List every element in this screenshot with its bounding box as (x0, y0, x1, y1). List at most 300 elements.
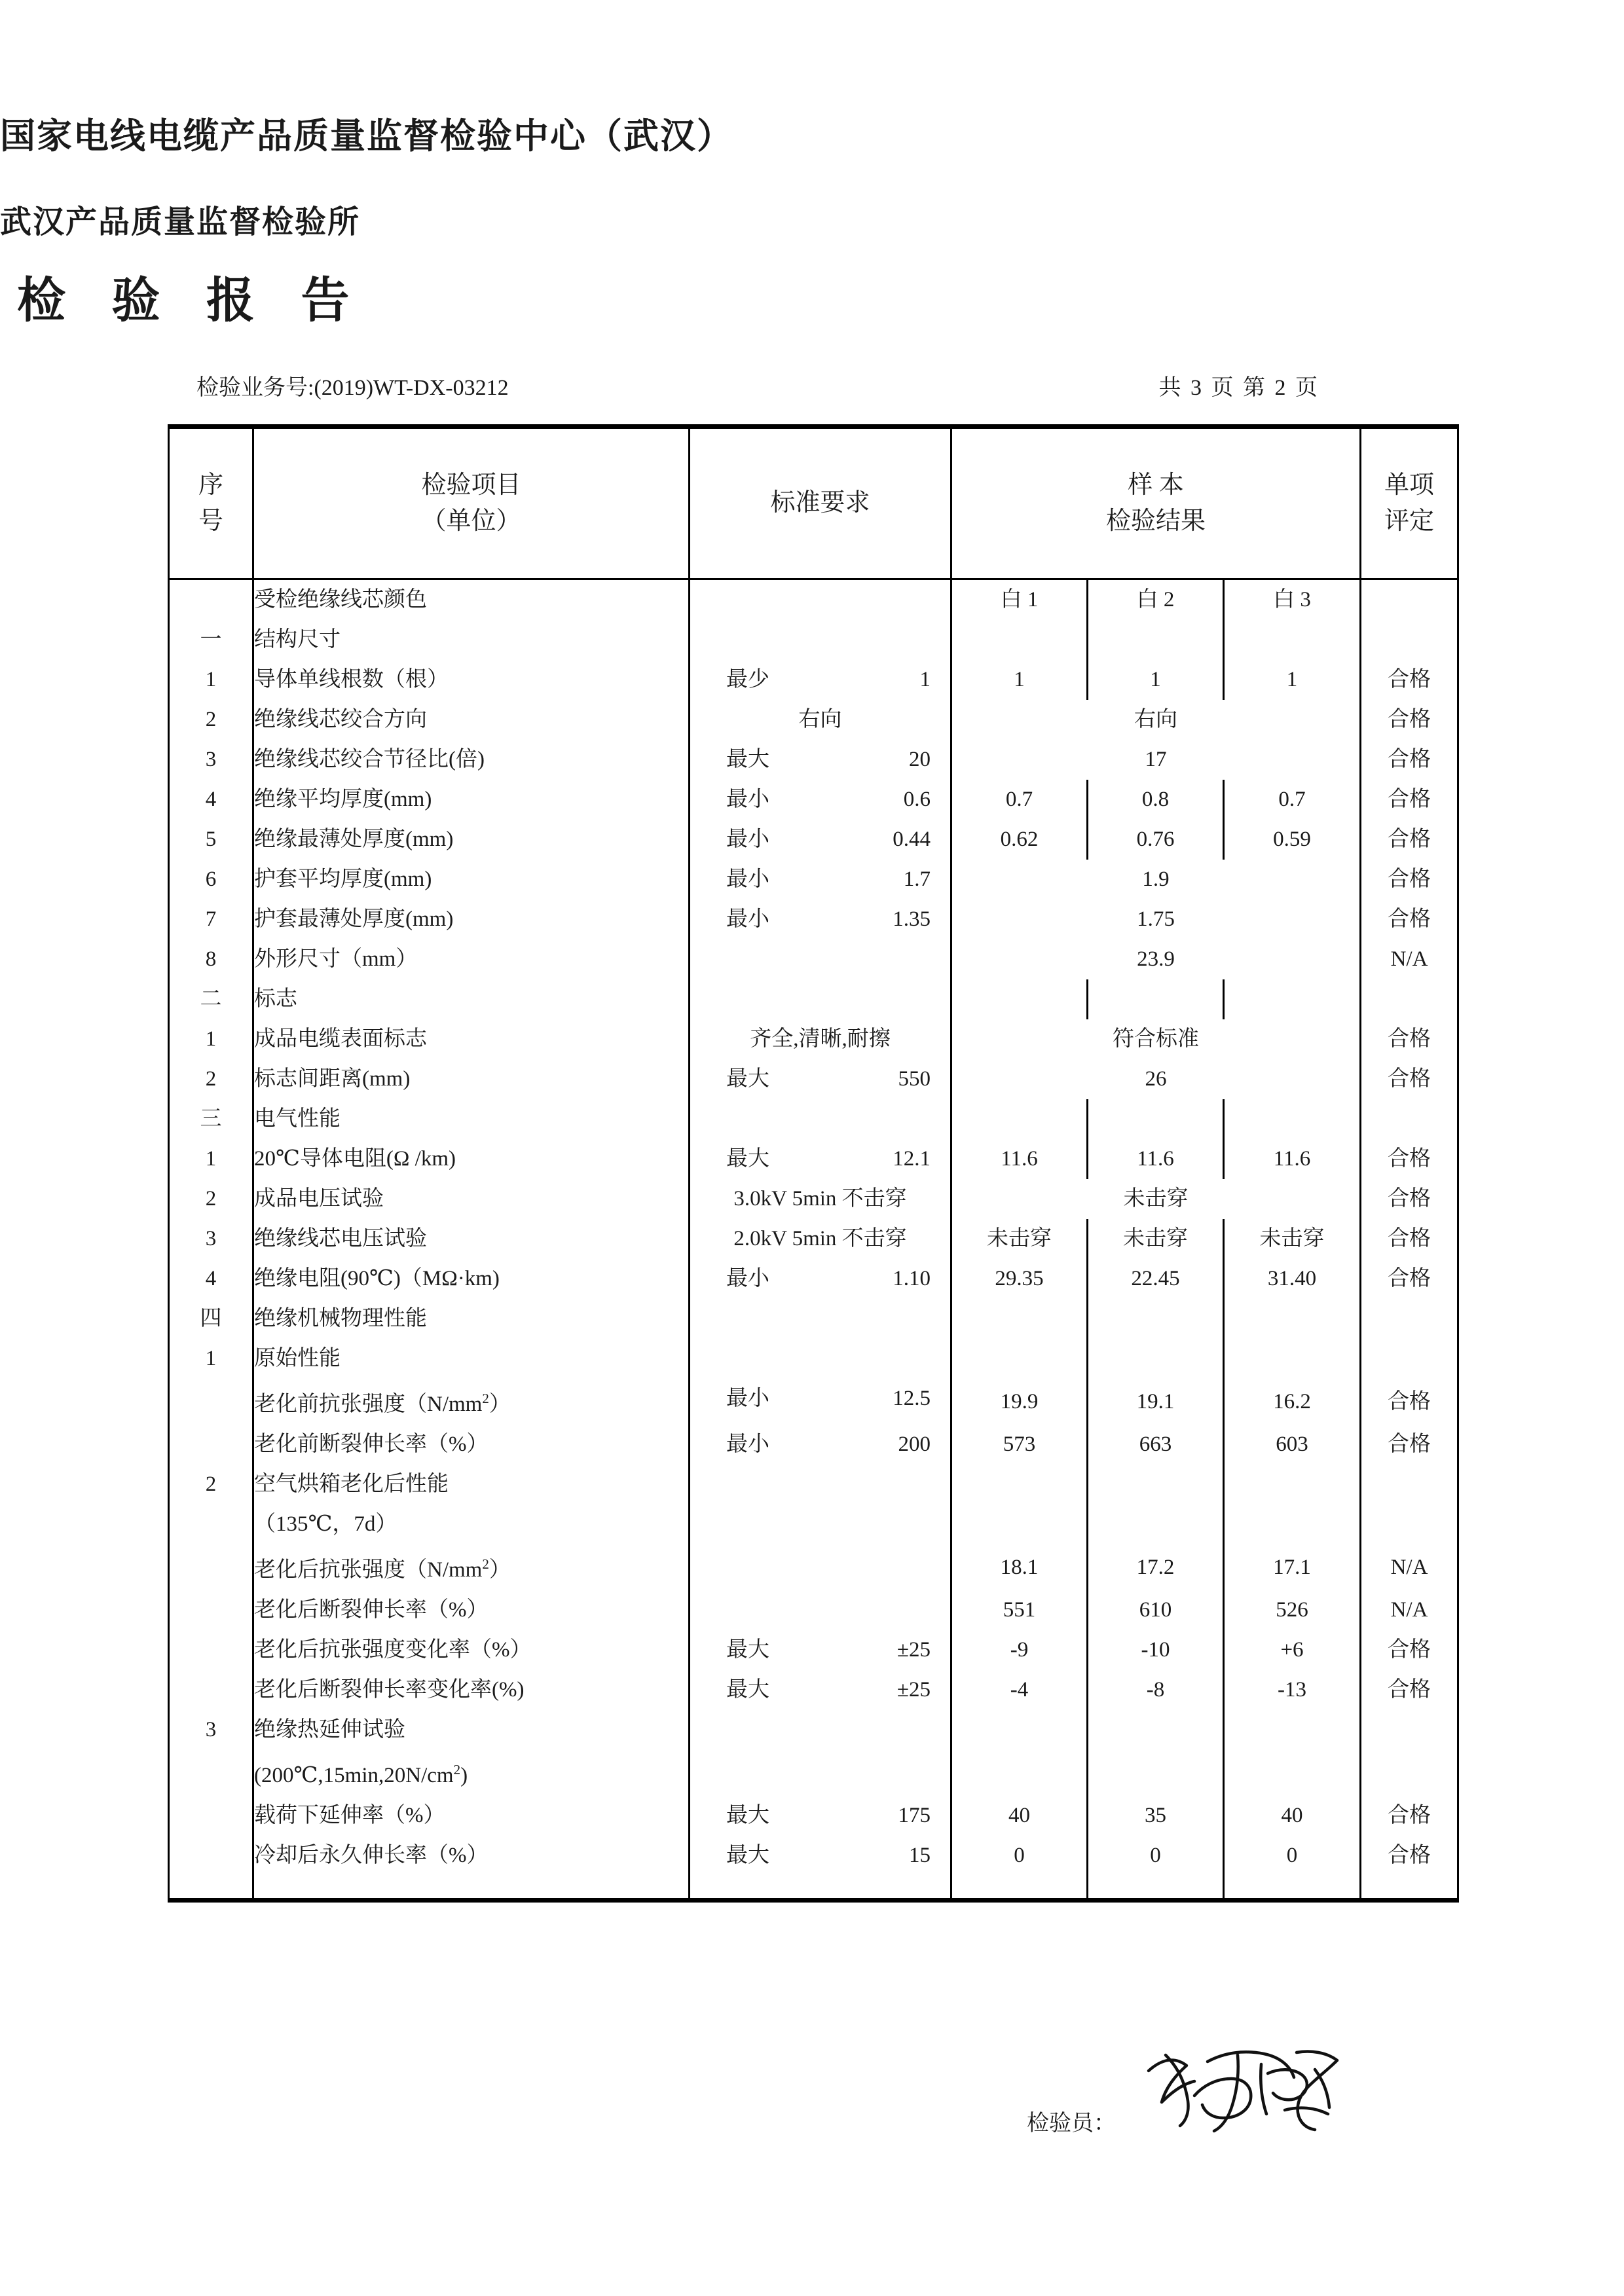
row-standard (690, 1544, 951, 1590)
row-index: 3 (169, 740, 253, 780)
organization-title-line2: 武汉产品质量监督检验所 (0, 205, 361, 240)
table-row (169, 1019, 1458, 1059)
row-sample-1 (951, 1299, 1088, 1339)
row-sample-1: -4 (951, 1670, 1088, 1710)
row-sample-3: -13 (1224, 1670, 1361, 1710)
table-bottom-cell (1361, 1876, 1458, 1901)
table-row (169, 860, 1458, 900)
row-standard (690, 1796, 951, 1836)
row-verdict: 合格 (1361, 900, 1458, 939)
row-sample-1: 0 (951, 1836, 1088, 1876)
row-item-name: 老化前断裂伸长率（%） (253, 1425, 690, 1465)
table-row (169, 1504, 1458, 1544)
row-verdict: 合格 (1361, 1670, 1458, 1710)
row-sample-1 (951, 979, 1088, 1019)
row-standard-value: 12.1 (893, 1147, 931, 1171)
row-standard (690, 820, 951, 860)
col-header-item-line2: （单位） (421, 507, 521, 535)
row-verdict: 合格 (1361, 780, 1458, 820)
row-item-name: 结构尺寸 (253, 620, 690, 660)
table-row (169, 1836, 1458, 1876)
row-sample-3 (1224, 1099, 1361, 1139)
table-row (169, 1179, 1458, 1219)
row-verdict (1361, 1710, 1458, 1750)
row-sample-2: 白 2 (1088, 579, 1224, 621)
col-header-sample-line1: 样 本 (1128, 471, 1184, 499)
col-header-verdict-line1: 单项 (1384, 471, 1434, 499)
row-sample-3 (1224, 1710, 1361, 1750)
row-sample-2 (1088, 1504, 1224, 1544)
report-meta (196, 370, 1457, 401)
row-sample-3 (1224, 1299, 1361, 1339)
row-item-name: 绝缘热延伸试验 (253, 1710, 690, 1750)
table-bottom-cell (253, 1876, 690, 1901)
row-standard-value: 1.35 (893, 907, 931, 931)
row-sample-1: 40 (951, 1796, 1088, 1836)
table-row (169, 1099, 1458, 1139)
row-index: 4 (169, 1259, 253, 1299)
row-sample-2 (1088, 620, 1224, 660)
row-item-name: 绝缘平均厚度(mm) (253, 780, 690, 820)
row-verdict: 合格 (1361, 1139, 1458, 1179)
row-verdict: N/A (1361, 1590, 1458, 1630)
row-standard-value: ±25 (896, 1638, 931, 1662)
table-row (169, 700, 1458, 740)
row-sample-2: 0 (1088, 1836, 1224, 1876)
row-verdict: 合格 (1361, 1059, 1458, 1099)
row-sample-result-all: 1.9 (951, 860, 1361, 900)
row-verdict (1361, 1504, 1458, 1544)
row-standard-value: 0.44 (893, 828, 931, 851)
row-item-name: 空气烘箱老化后性能 (253, 1465, 690, 1504)
row-index: 1 (169, 1139, 253, 1179)
row-sample-1: 18.1 (951, 1544, 1088, 1590)
row-verdict: 合格 (1361, 700, 1458, 740)
row-index: 2 (169, 1465, 253, 1504)
row-sample-3: 1 (1224, 660, 1361, 700)
col-header-item (253, 427, 690, 579)
row-sample-3: 未击穿 (1224, 1219, 1361, 1259)
col-header-no (169, 427, 253, 579)
row-verdict: 合格 (1361, 820, 1458, 860)
table-row (169, 979, 1458, 1019)
row-sample-result-all: 23.9 (951, 939, 1361, 979)
pagination: 共 3 页 第 2 页 (1158, 376, 1320, 400)
row-standard-operator: 最小 (726, 1267, 769, 1290)
row-standard-operator: 最小 (726, 867, 769, 891)
table-row (169, 1750, 1458, 1796)
col-header-item-line1: 检验项目 (421, 471, 521, 499)
row-item-name: 20℃导体电阻(Ω /km) (253, 1139, 690, 1179)
row-item-name: 原始性能 (253, 1339, 690, 1379)
row-sample-3: 16.2 (1224, 1379, 1361, 1425)
row-sample-2 (1088, 1339, 1224, 1379)
row-standard: 齐全,清晰,耐擦 (690, 1019, 951, 1059)
row-standard: 右向 (690, 700, 951, 740)
row-sample-2 (1088, 1299, 1224, 1339)
row-item-name: 外形尺寸（mm） (253, 939, 690, 979)
row-sample-3 (1224, 1465, 1361, 1504)
col-header-no-line1: 序 (198, 471, 223, 499)
row-verdict: 合格 (1361, 1179, 1458, 1219)
row-sample-1 (951, 1710, 1088, 1750)
row-standard: 3.0kV 5min 不击穿 (690, 1179, 951, 1219)
table-row (169, 1339, 1458, 1379)
row-sample-2: 0.8 (1088, 780, 1224, 820)
row-verdict: 合格 (1361, 1796, 1458, 1836)
row-standard-operator: 最大 (726, 1638, 769, 1662)
table-row (169, 1465, 1458, 1504)
row-sample-2: 663 (1088, 1425, 1224, 1465)
table-row (169, 740, 1458, 780)
row-index (169, 1504, 253, 1544)
row-standard-operator: 最小 (726, 1432, 769, 1456)
row-standard (690, 1750, 951, 1796)
row-sample-1 (951, 620, 1088, 660)
table-row (169, 1139, 1458, 1179)
row-item-name: 载荷下延伸率（%） (253, 1796, 690, 1836)
row-standard-value: 1 (919, 668, 931, 691)
row-standard-operator: 最大 (726, 748, 769, 771)
row-item-name: 绝缘最薄处厚度(mm) (253, 820, 690, 860)
row-standard-operator: 最小 (726, 788, 769, 811)
row-item-name: 导体单线根数（根） (253, 660, 690, 700)
row-sample-2 (1088, 1099, 1224, 1139)
col-header-verdict (1361, 427, 1458, 579)
row-standard (690, 780, 951, 820)
row-standard-operator: 最大 (726, 1147, 769, 1171)
row-verdict (1361, 620, 1458, 660)
row-verdict: 合格 (1361, 1379, 1458, 1425)
row-sample-2: 17.2 (1088, 1544, 1224, 1590)
table-bottom-cell (951, 1876, 1088, 1901)
row-index (169, 1670, 253, 1710)
row-index: 一 (169, 620, 253, 660)
row-standard (690, 579, 951, 621)
col-header-standard-label: 标准要求 (770, 489, 870, 517)
row-item-name: 绝缘线芯电压试验 (253, 1219, 690, 1259)
row-sample-3: 40 (1224, 1796, 1361, 1836)
row-verdict: 合格 (1361, 1219, 1458, 1259)
table-bottom-cell (690, 1876, 951, 1901)
row-standard-value: ±25 (896, 1678, 931, 1702)
row-index: 二 (169, 979, 253, 1019)
row-standard (690, 1299, 951, 1339)
organization-title-line1: 国家电线电缆产品质量监督检验中心（武汉） (0, 117, 733, 156)
row-item-name: 标志 (253, 979, 690, 1019)
row-standard (690, 1710, 951, 1750)
row-sample-3 (1224, 1750, 1361, 1796)
row-index (169, 579, 253, 621)
row-standard-value: 200 (898, 1432, 931, 1456)
row-sample-3 (1224, 979, 1361, 1019)
row-index: 7 (169, 900, 253, 939)
row-standard (690, 1259, 951, 1299)
row-item-name: 标志间距离(mm) (253, 1059, 690, 1099)
row-standard (690, 1504, 951, 1544)
row-standard (690, 939, 951, 979)
row-sample-1 (951, 1099, 1088, 1139)
table-row (169, 1059, 1458, 1099)
row-index: 3 (169, 1710, 253, 1750)
row-index: 2 (169, 700, 253, 740)
row-verdict: 合格 (1361, 1019, 1458, 1059)
row-sample-2: 22.45 (1088, 1259, 1224, 1299)
row-sample-1: 未击穿 (951, 1219, 1088, 1259)
row-index: 3 (169, 1219, 253, 1259)
row-item-name: 绝缘电阻(90℃)（MΩ·km) (253, 1259, 690, 1299)
row-sample-2: 35 (1088, 1796, 1224, 1836)
row-sample-3 (1224, 620, 1361, 660)
row-sample-3: 603 (1224, 1425, 1361, 1465)
row-standard (690, 1630, 951, 1670)
row-sample-3: 0 (1224, 1836, 1361, 1876)
row-index: 1 (169, 1019, 253, 1059)
row-index (169, 1836, 253, 1876)
col-header-no-line2: 号 (198, 507, 223, 535)
row-item-name: $(200℃,15\min,20N/cm^2)$ (253, 1750, 690, 1796)
row-sample-result-all: 26 (951, 1059, 1361, 1099)
row-index (169, 1425, 253, 1465)
row-standard (690, 1425, 951, 1465)
row-sample-3: 17.1 (1224, 1544, 1361, 1590)
row-index (169, 1590, 253, 1630)
row-standard (690, 900, 951, 939)
table-row (169, 1425, 1458, 1465)
row-standard (690, 1059, 951, 1099)
row-verdict: 合格 (1361, 740, 1458, 780)
row-standard (690, 1139, 951, 1179)
row-sample-2: 11.6 (1088, 1139, 1224, 1179)
row-item-name: 老化前抗张强度$(N/mm^2)$ (253, 1379, 690, 1425)
row-item-name: 绝缘机械物理性能 (253, 1299, 690, 1339)
table-row (169, 1299, 1458, 1339)
row-sample-2: 610 (1088, 1590, 1224, 1630)
table-bottom-cell (1088, 1876, 1224, 1901)
row-index: 2 (169, 1059, 253, 1099)
row-index (169, 1630, 253, 1670)
business-number: 检验业务号:(2019)WT-DX-03212 (196, 376, 509, 400)
row-sample-2 (1088, 1465, 1224, 1504)
row-sample-3: 31.40 (1224, 1259, 1361, 1299)
row-verdict (1361, 1299, 1458, 1339)
row-index (169, 1379, 253, 1425)
table-row (169, 780, 1458, 820)
row-sample-result-all: 未击穿 (951, 1179, 1361, 1219)
row-standard-operator: 最小 (726, 907, 769, 931)
row-index: 2 (169, 1179, 253, 1219)
inspection-table (168, 424, 1459, 1903)
row-sample-1: -9 (951, 1630, 1088, 1670)
col-header-sample (951, 427, 1361, 579)
row-standard (690, 1379, 951, 1425)
row-sample-3 (1224, 1504, 1361, 1544)
row-standard (690, 660, 951, 700)
inspector-signature (1139, 2033, 1349, 2144)
row-sample-result-all: 17 (951, 740, 1361, 780)
row-sample-2 (1088, 1710, 1224, 1750)
row-sample-1 (951, 1339, 1088, 1379)
row-item-name: 老化后断裂伸长率（%） (253, 1590, 690, 1630)
row-item-name: 绝缘线芯绞合方向 (253, 700, 690, 740)
row-standard-value: 1.7 (903, 867, 931, 891)
row-standard (690, 620, 951, 660)
row-index (169, 1750, 253, 1796)
table-row (169, 1379, 1458, 1425)
row-standard-value: 15 (909, 1844, 931, 1867)
row-index: 4 (169, 780, 253, 820)
table-row (169, 1219, 1458, 1259)
row-index (169, 1796, 253, 1836)
row-sample-2: 19.1 (1088, 1379, 1224, 1425)
row-standard (690, 979, 951, 1019)
row-standard (690, 1590, 951, 1630)
row-standard-operator: 最小 (726, 1387, 769, 1410)
table-row (169, 1544, 1458, 1590)
table-row (169, 900, 1458, 939)
row-index: 四 (169, 1299, 253, 1339)
row-index: 三 (169, 1099, 253, 1139)
row-verdict: 合格 (1361, 1630, 1458, 1670)
row-sample-1: 0.7 (951, 780, 1088, 820)
row-index: 1 (169, 1339, 253, 1379)
row-item-name: 老化后抗张强度$(N/mm^2)$ (253, 1544, 690, 1590)
table-row (169, 620, 1458, 660)
row-verdict (1361, 1750, 1458, 1796)
table-row (169, 939, 1458, 979)
row-item-name: 老化后抗张强度变化率（%） (253, 1630, 690, 1670)
row-item-name: 成品电压试验 (253, 1179, 690, 1219)
table-bottom-cell (1224, 1876, 1361, 1901)
table-bottom-cell (169, 1876, 253, 1901)
row-standard (690, 1670, 951, 1710)
row-sample-1: 0.62 (951, 820, 1088, 860)
row-standard-operator: 最大 (726, 1067, 769, 1091)
table-row (169, 660, 1458, 700)
inspection-table-container (168, 424, 1457, 1903)
row-sample-1: 29.35 (951, 1259, 1088, 1299)
row-sample-1: 573 (951, 1425, 1088, 1465)
row-sample-1: 11.6 (951, 1139, 1088, 1179)
row-sample-1 (951, 1504, 1088, 1544)
row-item-name: 护套最薄处厚度(mm) (253, 900, 690, 939)
row-item-name: 成品电缆表面标志 (253, 1019, 690, 1059)
table-row (169, 1796, 1458, 1836)
row-sample-2: 未击穿 (1088, 1219, 1224, 1259)
row-index: 5 (169, 820, 253, 860)
row-item-name: 冷却后永久伸长率（%） (253, 1836, 690, 1876)
row-sample-1: 551 (951, 1590, 1088, 1630)
row-item-name: 老化后断裂伸长率变化率(%) (253, 1670, 690, 1710)
table-row (169, 1590, 1458, 1630)
row-standard-value: 175 (898, 1804, 931, 1827)
row-sample-2: -8 (1088, 1670, 1224, 1710)
row-sample-3: 0.7 (1224, 780, 1361, 820)
row-sample-1: 白 1 (951, 579, 1088, 621)
row-sample-3: 526 (1224, 1590, 1361, 1630)
table-header-row (169, 427, 1458, 579)
row-item-name: 护套平均厚度(mm) (253, 860, 690, 900)
row-sample-2 (1088, 979, 1224, 1019)
row-standard-operator: 最大 (726, 1804, 769, 1827)
row-sample-result-all: 1.75 (951, 900, 1361, 939)
row-item-name: 绝缘线芯绞合节径比(倍) (253, 740, 690, 780)
row-sample-3 (1224, 1339, 1361, 1379)
row-item-name: 受检绝缘线芯颜色 (253, 579, 690, 621)
row-standard: 2.0kV 5min 不击穿 (690, 1219, 951, 1259)
row-sample-1 (951, 1465, 1088, 1504)
row-verdict: 合格 (1361, 660, 1458, 700)
row-verdict (1361, 579, 1458, 621)
row-sample-2: -10 (1088, 1630, 1224, 1670)
row-standard-operator: 最大 (726, 1844, 769, 1867)
row-verdict (1361, 1465, 1458, 1504)
row-item-name: 电气性能 (253, 1099, 690, 1139)
col-header-sample-line2: 检验结果 (1105, 507, 1206, 535)
col-header-verdict-line2: 评定 (1384, 507, 1434, 535)
row-sample-2: 1 (1088, 660, 1224, 700)
row-standard-operator: 最小 (726, 828, 769, 851)
row-sample-3: 白 3 (1224, 579, 1361, 621)
row-sample-3: +6 (1224, 1630, 1361, 1670)
row-standard-operator: 最少 (726, 668, 769, 691)
row-verdict: 合格 (1361, 1259, 1458, 1299)
table-row (169, 579, 1458, 621)
row-standard (690, 1836, 951, 1876)
row-sample-result-all: 右向 (951, 700, 1361, 740)
row-standard-operator: 最大 (726, 1678, 769, 1702)
row-standard-value: 550 (898, 1067, 931, 1091)
row-verdict: N/A (1361, 939, 1458, 979)
row-standard (690, 740, 951, 780)
row-verdict: 合格 (1361, 1836, 1458, 1876)
row-index: 6 (169, 860, 253, 900)
row-verdict (1361, 1339, 1458, 1379)
row-standard (690, 1465, 951, 1504)
row-index: 8 (169, 939, 253, 979)
row-verdict (1361, 1099, 1458, 1139)
table-row (169, 1259, 1458, 1299)
row-standard (690, 1339, 951, 1379)
table-row (169, 1670, 1458, 1710)
row-standard (690, 1099, 951, 1139)
row-sample-result-all: 符合标准 (951, 1019, 1361, 1059)
row-sample-1: 19.9 (951, 1379, 1088, 1425)
table-bottom-padding (169, 1876, 1458, 1901)
row-sample-2: 0.76 (1088, 820, 1224, 860)
row-sample-3: 0.59 (1224, 820, 1361, 860)
inspector-label: 检验员： (1027, 2111, 1116, 2136)
row-index: 1 (169, 660, 253, 700)
document-title: 检 验 报 告 (17, 274, 367, 328)
row-standard-value: 0.6 (903, 788, 931, 811)
row-sample-3: 11.6 (1224, 1139, 1361, 1179)
row-verdict: N/A (1361, 1544, 1458, 1590)
row-sample-1 (951, 1750, 1088, 1796)
row-standard-value: 20 (909, 748, 931, 771)
row-standard-value: 12.5 (893, 1387, 931, 1410)
row-verdict: 合格 (1361, 860, 1458, 900)
row-verdict: 合格 (1361, 1425, 1458, 1465)
table-row (169, 1630, 1458, 1670)
col-header-standard (690, 427, 951, 579)
table-row (169, 1710, 1458, 1750)
row-standard (690, 860, 951, 900)
row-sample-1: 1 (951, 660, 1088, 700)
row-sample-2 (1088, 1750, 1224, 1796)
row-standard-value: 1.10 (893, 1267, 931, 1290)
row-item-name: （135℃，7d） (253, 1504, 690, 1544)
